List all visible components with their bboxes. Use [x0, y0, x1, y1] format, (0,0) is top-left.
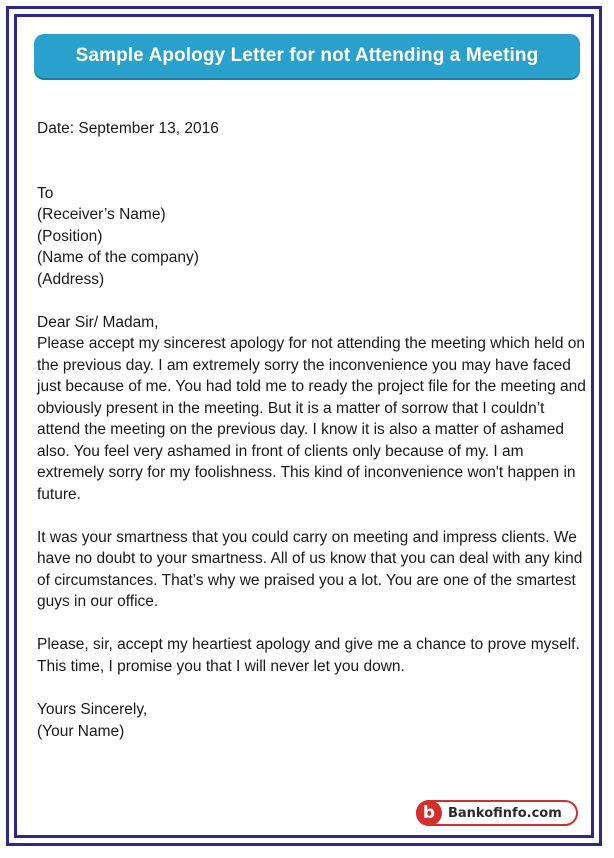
brand-name: Bankofinfo.com	[448, 805, 562, 821]
paragraph-praise: It was your smartness that you could carry on meeting and impress clients. We have no doubt to your smartness. All of us know that you can deal with any kind of circumstances. That’s why we praised you a lot. You are one of the smartest guys in our office.	[37, 528, 583, 610]
recipient-to: To	[37, 184, 54, 202]
closing: Yours Sincerely,	[37, 701, 148, 718]
salutation: Dear Sir/ Madam,	[37, 313, 159, 331]
page-title: Sample Apology Letter for not Attending a Meeting	[34, 34, 580, 78]
paragraph-apology: Please accept my sincerest apology for not attending the meeting which held on the previous day. I am extremely sorry the inconvenience you may have faced just because of me. You had told me to ready the project file for the meeting and obviously present in the meeting. But it is a matter of sorrow that I couldn’t attend the meeting on the previous day. I know it is also a matter of ashamed also. You feel very ashamed in front of clients only because of my. I am extremely sorry for my foolishness. This kind of inconvenience won't happen in future.	[37, 335, 586, 503]
brand-logo[interactable]	[416, 800, 578, 826]
recipient-block	[37, 183, 587, 291]
recipient-address: (Address)	[37, 270, 105, 288]
brand-b-icon: b	[416, 800, 442, 826]
letter-body	[37, 118, 587, 742]
letter-date: Date: September 13, 2016	[37, 120, 219, 137]
recipient-company: (Name of the company)	[37, 249, 199, 266]
recipient-position: (Position)	[37, 227, 103, 245]
paragraph-request: Please, sir, accept my heartiest apology and give me a chance to prove myself. This time, I promise you that I will never let you down.	[37, 636, 580, 675]
signature: (Your Name)	[37, 722, 125, 740]
recipient-name: (Receiver’s Name)	[37, 206, 166, 223]
